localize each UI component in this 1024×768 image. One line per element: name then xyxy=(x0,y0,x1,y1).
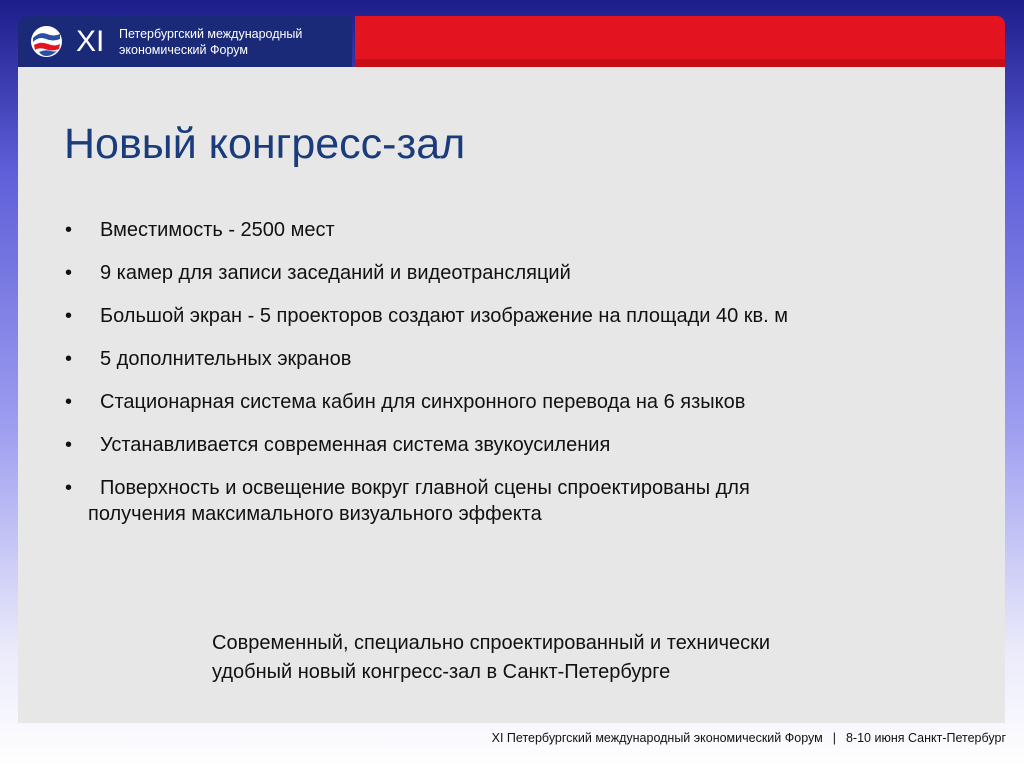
bullet-text: 9 камер для записи заседаний и видеотрансляций xyxy=(100,262,571,284)
list-item xyxy=(64,432,944,458)
bullet-list xyxy=(64,217,944,544)
footer-separator: | xyxy=(832,731,836,745)
bullet-dot: • xyxy=(65,477,73,499)
list-item xyxy=(64,346,944,372)
forum-number: XI xyxy=(76,25,105,58)
footer-forum-name: XI Петербургский международный экономический Форум xyxy=(491,731,823,745)
bullet-text-line2: получения максимального визуального эффекта xyxy=(88,503,542,525)
globe-logo-icon xyxy=(30,25,63,58)
header-red-bar xyxy=(355,16,1005,67)
bullet-dot: • xyxy=(65,434,73,456)
bullet-text: Устанавливается современная система звукоусиления xyxy=(100,434,611,456)
bullet-text: Вместимость - 2500 мест xyxy=(100,219,335,241)
bullet-dot: • xyxy=(65,348,73,370)
list-item xyxy=(64,303,944,329)
footer xyxy=(492,731,1006,745)
bullet-text: Большой экран - 5 проекторов создают изображение на площади 40 кв. м xyxy=(100,305,789,327)
footer-dates-location: 8-10 июня Санкт-Петербург xyxy=(845,731,1006,745)
bullet-text: Стационарная система кабин для синхронного перевода на 6 языков xyxy=(100,391,746,413)
list-item xyxy=(64,475,944,527)
list-item xyxy=(64,260,944,286)
list-item xyxy=(64,389,944,415)
bullet-dot: • xyxy=(65,391,73,413)
slide-title: Новый конгресс-зал xyxy=(64,120,466,168)
forum-name-line1: Петербургский международный xyxy=(119,27,303,41)
header-logo-bar xyxy=(18,16,352,67)
bullet-text: 5 дополнительных экранов xyxy=(100,348,352,370)
bullet-text-line1: Поверхность и освещение вокруг главной сцены спроектированы для xyxy=(100,477,750,499)
summary-text xyxy=(212,629,932,687)
bullet-dot: • xyxy=(65,305,73,327)
summary-line1: Современный, специально спроектированный и технически xyxy=(212,632,771,654)
list-item xyxy=(64,217,944,243)
summary-line2: удобный новый конгресс-зал в Санкт-Петербурге xyxy=(212,661,671,683)
bullet-dot: • xyxy=(65,262,73,284)
forum-name xyxy=(119,26,302,58)
bullet-text-wrapped xyxy=(88,477,944,527)
bullet-dot: • xyxy=(65,219,73,241)
forum-name-line2: экономический Форум xyxy=(119,43,248,57)
